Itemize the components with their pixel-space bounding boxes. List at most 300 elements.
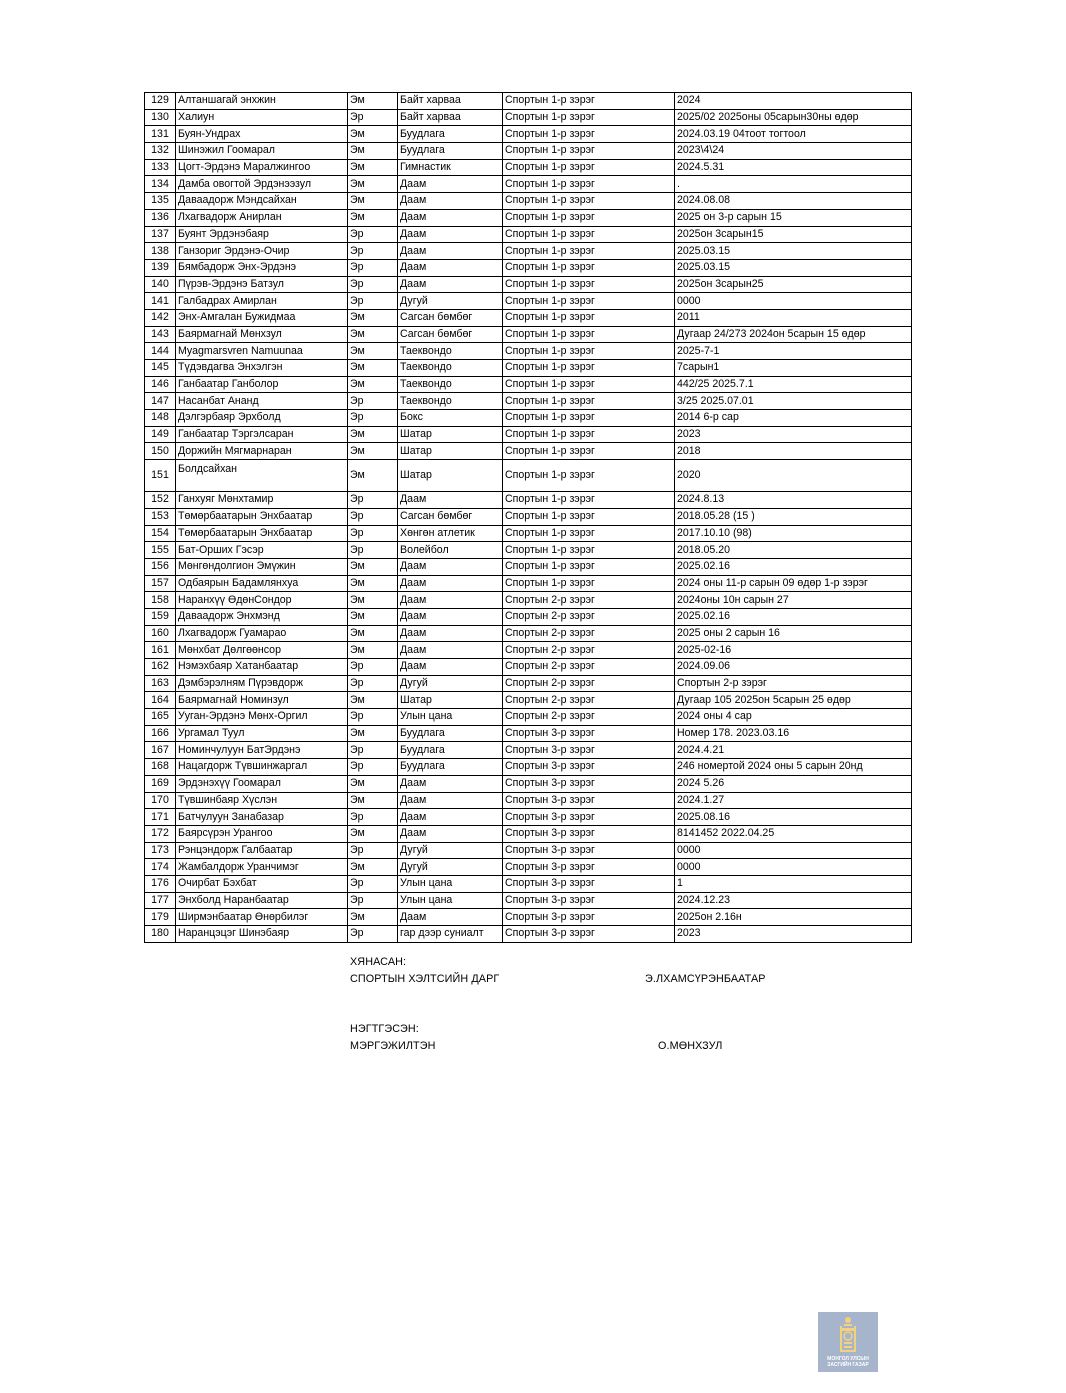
cell-name: Шинэжил Гоомарал — [176, 143, 348, 160]
cell-no: 149 — [145, 426, 176, 443]
cell-sport: Буудлага — [398, 126, 503, 143]
table-row — [145, 592, 912, 609]
cell-level: Спортын 1-р зэрэг — [503, 508, 675, 525]
cell-level: Спортын 3-р зэрэг — [503, 759, 675, 776]
cell-sport: Даам — [398, 625, 503, 642]
cell-date: Номер 178. 2023.03.16 — [675, 725, 912, 742]
cell-gender: Эм — [348, 360, 398, 377]
cell-gender: Эм — [348, 93, 398, 110]
table-row — [145, 759, 912, 776]
cell-gender: Эм — [348, 443, 398, 460]
cell-name: Лхагвадорж Анирлан — [176, 209, 348, 226]
cell-no: 140 — [145, 276, 176, 293]
checked-role: СПОРТЫН ХЭЛТСИЙН ДАРГ — [350, 973, 500, 985]
cell-name: Myagmarsvren Namuunaa — [176, 343, 348, 360]
table-row — [145, 492, 912, 509]
cell-sport: Таеквондо — [398, 343, 503, 360]
cell-level: Спортын 1-р зэрэг — [503, 93, 675, 110]
cell-date: 2020 — [675, 460, 912, 492]
cell-level: Спортын 1-р зэрэг — [503, 460, 675, 492]
cell-date: 7сарын1 — [675, 360, 912, 377]
cell-gender: Эр — [348, 410, 398, 427]
cell-sport: Дугуй — [398, 293, 503, 310]
cell-no: 170 — [145, 792, 176, 809]
cell-gender: Эр — [348, 492, 398, 509]
table-row — [145, 909, 912, 926]
cell-name: Номинчулуун БатЭрдэнэ — [176, 742, 348, 759]
cell-no: 176 — [145, 875, 176, 892]
table-row — [145, 360, 912, 377]
table-row — [145, 825, 912, 842]
cell-name: Энх-Амгалан Бужидмаа — [176, 309, 348, 326]
cell-name: Мөнгөндолгион Эмүжин — [176, 558, 348, 575]
table-row — [145, 326, 912, 343]
cell-name: Баярмагнай Номинзул — [176, 692, 348, 709]
cell-gender: Эм — [348, 909, 398, 926]
cell-date: 2025-7-1 — [675, 343, 912, 360]
cell-name: Алтаншагай энхжин — [176, 93, 348, 110]
cell-date: 2024оны 10н сарын 27 — [675, 592, 912, 609]
cell-sport: Даам — [398, 659, 503, 676]
cell-date: 2025.03.15 — [675, 243, 912, 260]
cell-date: 2024.08.08 — [675, 193, 912, 210]
cell-sport: Шатар — [398, 443, 503, 460]
cell-sport: Бокс — [398, 410, 503, 427]
cell-name: Ургамал Туул — [176, 725, 348, 742]
cell-date: . — [675, 176, 912, 193]
cell-no: 148 — [145, 410, 176, 427]
cell-date: Дугаар 105 2025он 5сарын 25 өдөр — [675, 692, 912, 709]
cell-name: Ууган-Эрдэнэ Мөнх-Оргил — [176, 709, 348, 726]
cell-level: Спортын 2-р зэрэг — [503, 659, 675, 676]
cell-sport: Волейбол — [398, 542, 503, 559]
cell-date: 2017.10.10 (98) — [675, 525, 912, 542]
cell-sport: Даам — [398, 909, 503, 926]
cell-no: 171 — [145, 809, 176, 826]
cell-no: 160 — [145, 625, 176, 642]
cell-no: 169 — [145, 775, 176, 792]
cell-date: 2024 5.26 — [675, 775, 912, 792]
cell-level: Спортын 1-р зэрэг — [503, 143, 675, 160]
cell-no: 163 — [145, 675, 176, 692]
cell-sport: Даам — [398, 825, 503, 842]
cell-name: Бямбадорж Энх-Эрдэнэ — [176, 259, 348, 276]
cell-gender: Эр — [348, 742, 398, 759]
cell-no: 146 — [145, 376, 176, 393]
cell-name: Дэмбэрэлням Пүрэвдорж — [176, 675, 348, 692]
cell-sport: Байт харваа — [398, 93, 503, 110]
cell-date: 2024.12.23 — [675, 892, 912, 909]
cell-date: 2025.08.16 — [675, 809, 912, 826]
cell-level: Спортын 1-р зэрэг — [503, 293, 675, 310]
cell-date: 8141452 2022.04.25 — [675, 825, 912, 842]
table-row — [145, 376, 912, 393]
cell-name: Галбадрах Амирлан — [176, 293, 348, 310]
cell-name: Ганбаатар Ганболор — [176, 376, 348, 393]
cell-sport: Таеквондо — [398, 360, 503, 377]
cell-name: Төмөрбаатарын Энхбаатар — [176, 508, 348, 525]
cell-name: Даваадорж Мэндсайхан — [176, 193, 348, 210]
table-row — [145, 159, 912, 176]
cell-gender: Эр — [348, 393, 398, 410]
cell-sport: Даам — [398, 558, 503, 575]
cell-date: 2023\4\24 — [675, 143, 912, 160]
cell-sport: Шатар — [398, 426, 503, 443]
table-row — [145, 642, 912, 659]
cell-date: 1 — [675, 875, 912, 892]
cell-name: Төмөрбаатарын Энхбаатар — [176, 525, 348, 542]
cell-no: 136 — [145, 209, 176, 226]
cell-name: Халиун — [176, 109, 348, 126]
cell-name: Цогт-Эрдэнэ Маралжингоо — [176, 159, 348, 176]
cell-sport: Улын цана — [398, 875, 503, 892]
cell-sport: Дугуй — [398, 842, 503, 859]
verified-name: О.МӨНХЗУЛ — [658, 1040, 723, 1052]
cell-no: 150 — [145, 443, 176, 460]
cell-date: 2024.4.21 — [675, 742, 912, 759]
cell-gender: Эм — [348, 608, 398, 625]
cell-name: Түдэвдагва Энхэлгэн — [176, 360, 348, 377]
cell-level: Спортын 1-р зэрэг — [503, 443, 675, 460]
cell-gender: Эр — [348, 675, 398, 692]
table-row — [145, 875, 912, 892]
cell-no: 156 — [145, 558, 176, 575]
cell-no: 145 — [145, 360, 176, 377]
table-row — [145, 859, 912, 876]
cell-name: Наранхүү ӨдөнСондор — [176, 592, 348, 609]
table-row — [145, 393, 912, 410]
cell-date: 2025 оны 2 сарын 16 — [675, 625, 912, 642]
cell-name: Даваадорж Энхмэнд — [176, 608, 348, 625]
cell-name: Баярмагнай Мөнхзул — [176, 326, 348, 343]
cell-level: Спортын 1-р зэрэг — [503, 126, 675, 143]
cell-sport: Улын цана — [398, 892, 503, 909]
cell-level: Спортын 3-р зэрэг — [503, 909, 675, 926]
cell-date: 3/25 2025.07.01 — [675, 393, 912, 410]
cell-name: Пүрэв-Эрдэнэ Батзул — [176, 276, 348, 293]
cell-gender: Эр — [348, 276, 398, 293]
cell-date: 0000 — [675, 842, 912, 859]
cell-gender: Эм — [348, 592, 398, 609]
cell-date: 2025.02.16 — [675, 608, 912, 625]
cell-name: Болдсайхан — [176, 460, 348, 492]
table-row — [145, 675, 912, 692]
cell-gender: Эм — [348, 725, 398, 742]
cell-level: Спортын 1-р зэрэг — [503, 276, 675, 293]
table-row — [145, 259, 912, 276]
cell-no: 155 — [145, 542, 176, 559]
table-row — [145, 742, 912, 759]
cell-no: 139 — [145, 259, 176, 276]
cell-name: Дэлгэрбаяр Эрхболд — [176, 410, 348, 427]
cell-level: Спортын 2-р зэрэг — [503, 675, 675, 692]
cell-level: Спортын 1-р зэрэг — [503, 492, 675, 509]
checked-name: Э.ЛХАМСҮРЭНБААТАР — [645, 973, 766, 985]
cell-gender: Эм — [348, 575, 398, 592]
cell-gender: Эм — [348, 376, 398, 393]
cell-gender: Эр — [348, 875, 398, 892]
cell-sport: Шатар — [398, 692, 503, 709]
cell-sport: Даам — [398, 243, 503, 260]
cell-level: Спортын 1-р зэрэг — [503, 209, 675, 226]
table-row — [145, 775, 912, 792]
cell-level: Спортын 2-р зэрэг — [503, 709, 675, 726]
cell-no: 141 — [145, 293, 176, 310]
cell-gender: Эм — [348, 159, 398, 176]
cell-level: Спортын 3-р зэрэг — [503, 892, 675, 909]
cell-date: 2024 — [675, 93, 912, 110]
checked-label: ХЯНАСАН: — [350, 956, 407, 968]
table-row — [145, 809, 912, 826]
cell-level: Спортын 1-р зэрэг — [503, 193, 675, 210]
cell-name: Мөнхбат Дөлгөөнсор — [176, 642, 348, 659]
cell-gender: Эр — [348, 926, 398, 943]
table-row — [145, 93, 912, 110]
cell-level: Спортын 1-р зэрэг — [503, 226, 675, 243]
cell-date: 2018.05.28 (15 ) — [675, 508, 912, 525]
cell-no: 154 — [145, 525, 176, 542]
cell-name: Эрдэнэхүү Гоомарал — [176, 775, 348, 792]
cell-level: Спортын 1-р зэрэг — [503, 309, 675, 326]
cell-gender: Эм — [348, 825, 398, 842]
cell-gender: Эм — [348, 859, 398, 876]
table-row — [145, 193, 912, 210]
cell-gender: Эм — [348, 426, 398, 443]
cell-name: Нэмэхбаяр Хатанбаатар — [176, 659, 348, 676]
table-row — [145, 625, 912, 642]
cell-date: 0000 — [675, 293, 912, 310]
cell-sport: Даам — [398, 809, 503, 826]
cell-no: 133 — [145, 159, 176, 176]
cell-sport: Сагсан бөмбөг — [398, 508, 503, 525]
cell-level: Спортын 1-р зэрэг — [503, 558, 675, 575]
cell-no: 166 — [145, 725, 176, 742]
cell-gender: Эм — [348, 309, 398, 326]
cell-no: 135 — [145, 193, 176, 210]
cell-name: Наранцэцэг Шинэбаяр — [176, 926, 348, 943]
cell-level: Спортын 1-р зэрэг — [503, 542, 675, 559]
cell-name: Энхболд Наранбаатар — [176, 892, 348, 909]
cell-level: Спортын 1-р зэрэг — [503, 159, 675, 176]
athlete-table — [144, 92, 912, 943]
cell-gender: Эм — [348, 792, 398, 809]
cell-gender: Эр — [348, 293, 398, 310]
verified-label: НЭГТГЭСЭН: — [350, 1023, 419, 1035]
cell-gender: Эр — [348, 226, 398, 243]
table-row — [145, 926, 912, 943]
table-row — [145, 293, 912, 310]
table-row — [145, 410, 912, 427]
cell-sport: Даам — [398, 575, 503, 592]
cell-date: 2023 — [675, 426, 912, 443]
table-row — [145, 558, 912, 575]
table-row — [145, 525, 912, 542]
cell-level: Спортын 2-р зэрэг — [503, 608, 675, 625]
cell-no: 152 — [145, 492, 176, 509]
cell-no: 165 — [145, 709, 176, 726]
cell-gender: Эр — [348, 542, 398, 559]
cell-gender: Эр — [348, 259, 398, 276]
table-row — [145, 575, 912, 592]
cell-no: 168 — [145, 759, 176, 776]
cell-name: Доржийн Мягмарнаран — [176, 443, 348, 460]
cell-sport: Даам — [398, 592, 503, 609]
cell-sport: Байт харваа — [398, 109, 503, 126]
cell-date: Спортын 2-р зэрэг — [675, 675, 912, 692]
cell-level: Спортын 2-р зэрэг — [503, 592, 675, 609]
table-row — [145, 176, 912, 193]
cell-sport: Буудлага — [398, 725, 503, 742]
cell-sport: Гимнастик — [398, 159, 503, 176]
cell-name: Рэнцэндорж Галбаатар — [176, 842, 348, 859]
cell-sport: Даам — [398, 176, 503, 193]
cell-level: Спортын 1-р зэрэг — [503, 176, 675, 193]
cell-no: 173 — [145, 842, 176, 859]
cell-gender: Эм — [348, 558, 398, 575]
table-row — [145, 443, 912, 460]
cell-no: 144 — [145, 343, 176, 360]
cell-gender: Эм — [348, 143, 398, 160]
cell-sport: Даам — [398, 259, 503, 276]
athlete-table-body — [145, 93, 912, 943]
cell-date: 2023 — [675, 926, 912, 943]
cell-gender: Эр — [348, 508, 398, 525]
cell-sport: Шатар — [398, 460, 503, 492]
cell-gender: Эм — [348, 692, 398, 709]
cell-sport: Таеквондо — [398, 376, 503, 393]
cell-no: 158 — [145, 592, 176, 609]
cell-date: 2025 он 3-р сарын 15 — [675, 209, 912, 226]
cell-level: Спортын 2-р зэрэг — [503, 642, 675, 659]
cell-sport: Даам — [398, 226, 503, 243]
table-row — [145, 792, 912, 809]
cell-level: Спортын 1-р зэрэг — [503, 360, 675, 377]
cell-level: Спортын 2-р зэрэг — [503, 692, 675, 709]
cell-gender: Эм — [348, 343, 398, 360]
table-row — [145, 842, 912, 859]
cell-sport: Хөнгөн атлетик — [398, 525, 503, 542]
cell-no: 161 — [145, 642, 176, 659]
table-row — [145, 508, 912, 525]
cell-sport: Даам — [398, 209, 503, 226]
cell-gender: Эр — [348, 243, 398, 260]
cell-name: Очирбат Бэхбат — [176, 875, 348, 892]
table-row — [145, 692, 912, 709]
cell-date: 2025-02-16 — [675, 642, 912, 659]
cell-date: 2018 — [675, 443, 912, 460]
table-row — [145, 309, 912, 326]
table-row — [145, 143, 912, 160]
cell-date: 2025.03.15 — [675, 259, 912, 276]
cell-no: 130 — [145, 109, 176, 126]
cell-sport: Даам — [398, 193, 503, 210]
cell-name: Лхагвадорж Гуамарао — [176, 625, 348, 642]
table-row — [145, 109, 912, 126]
cell-name: Ганбаатар Тэргэлсаран — [176, 426, 348, 443]
cell-gender: Эр — [348, 109, 398, 126]
cell-sport: Даам — [398, 608, 503, 625]
cell-name: Ширмэнбаатар Өнөрбилэг — [176, 909, 348, 926]
cell-no: 177 — [145, 892, 176, 909]
cell-no: 179 — [145, 909, 176, 926]
cell-no: 159 — [145, 608, 176, 625]
cell-level: Спортын 1-р зэрэг — [503, 410, 675, 427]
cell-name: Буян-Ундрах — [176, 126, 348, 143]
cell-level: Спортын 3-р зэрэг — [503, 725, 675, 742]
table-row — [145, 209, 912, 226]
cell-sport: Даам — [398, 792, 503, 809]
cell-no: 153 — [145, 508, 176, 525]
cell-no: 142 — [145, 309, 176, 326]
cell-no: 157 — [145, 575, 176, 592]
cell-date: 2024 оны 11-р сарын 09 өдөр 1-р зэрэг — [675, 575, 912, 592]
cell-name: Жамбалдорж Уранчимэг — [176, 859, 348, 876]
cell-date: 246 номертой 2024 оны 5 сарын 20нд — [675, 759, 912, 776]
cell-gender: Эм — [348, 326, 398, 343]
cell-level: Спортын 3-р зэрэг — [503, 825, 675, 842]
cell-no: 180 — [145, 926, 176, 943]
cell-name: Ганзориг Эрдэнэ-Очир — [176, 243, 348, 260]
cell-sport: Дугуй — [398, 675, 503, 692]
cell-gender: Эр — [348, 709, 398, 726]
cell-level: Спортын 1-р зэрэг — [503, 376, 675, 393]
cell-gender: Эм — [348, 193, 398, 210]
table-row — [145, 542, 912, 559]
cell-sport: Дугуй — [398, 859, 503, 876]
cell-no: 131 — [145, 126, 176, 143]
table-row — [145, 725, 912, 742]
table-row — [145, 343, 912, 360]
cell-no: 164 — [145, 692, 176, 709]
cell-no: 132 — [145, 143, 176, 160]
cell-sport: Сагсан бөмбөг — [398, 309, 503, 326]
cell-name: Насанбат Ананд — [176, 393, 348, 410]
cell-date: 2018.05.20 — [675, 542, 912, 559]
cell-name: Түвшинбаяр Хүслэн — [176, 792, 348, 809]
cell-no: 151 — [145, 460, 176, 492]
cell-no: 134 — [145, 176, 176, 193]
cell-level: Спортын 1-р зэрэг — [503, 326, 675, 343]
cell-date: 2014 6-р сар — [675, 410, 912, 427]
cell-date: 2024.8.13 — [675, 492, 912, 509]
cell-no: 129 — [145, 93, 176, 110]
cell-name: Батчулуун Занабазар — [176, 809, 348, 826]
cell-level: Спортын 1-р зэрэг — [503, 243, 675, 260]
verified-role: МЭРГЭЖИЛТЭН — [350, 1040, 436, 1052]
seal-line-1: МОНГОЛ УЛСЫН — [827, 1356, 869, 1362]
cell-date: Дугаар 24/273 2024он 5сарын 15 өдөр — [675, 326, 912, 343]
table-row — [145, 659, 912, 676]
cell-gender: Эм — [348, 209, 398, 226]
cell-level: Спортын 1-р зэрэг — [503, 426, 675, 443]
cell-sport: Таеквондо — [398, 393, 503, 410]
table-row — [145, 243, 912, 260]
cell-sport: Даам — [398, 642, 503, 659]
cell-level: Спортын 3-р зэрэг — [503, 926, 675, 943]
cell-no: 147 — [145, 393, 176, 410]
cell-date: 2024.1.27 — [675, 792, 912, 809]
cell-name: Бат-Орших Гэсэр — [176, 542, 348, 559]
cell-level: Спортын 1-р зэрэг — [503, 259, 675, 276]
cell-level: Спортын 3-р зэрэг — [503, 775, 675, 792]
cell-level: Спортын 1-р зэрэг — [503, 109, 675, 126]
cell-date: 442/25 2025.7.1 — [675, 376, 912, 393]
cell-gender: Эм — [348, 775, 398, 792]
cell-no: 137 — [145, 226, 176, 243]
cell-level: Спортын 3-р зэрэг — [503, 842, 675, 859]
cell-date: 2025он 3сарын15 — [675, 226, 912, 243]
cell-gender: Эр — [348, 659, 398, 676]
